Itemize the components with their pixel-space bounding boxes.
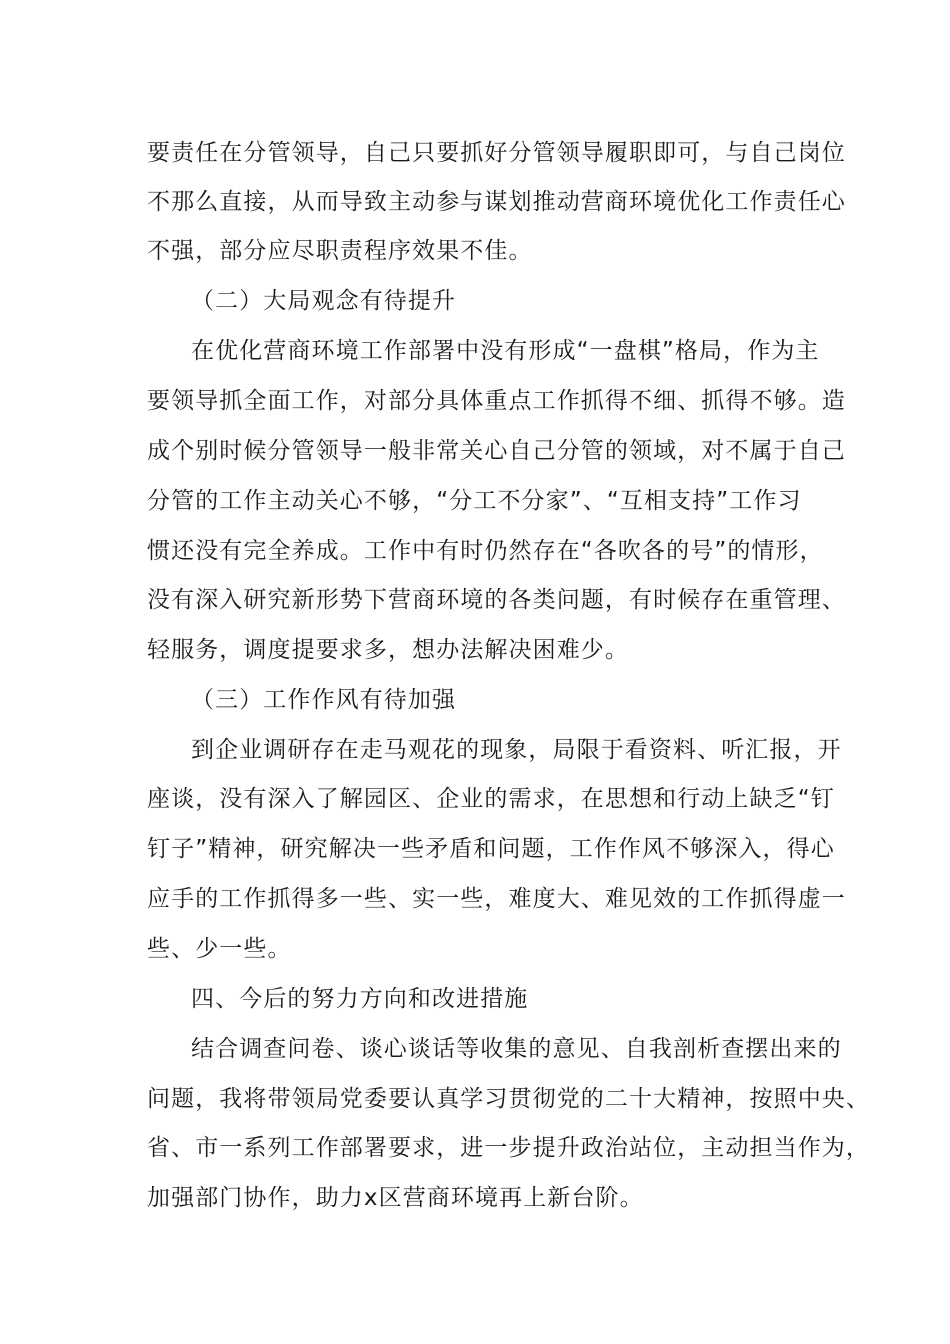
text-line: 座谈，没有深入了解园区、企业的需求，在思想和行动上缺乏“钉 xyxy=(147,786,835,812)
text-line: 不那么直接，从而导致主动参与谋划推动营商环境优化工作责任心 xyxy=(147,189,846,215)
text-line: 轻服务，调度提要求多，想办法解决困难少。 xyxy=(147,637,629,663)
text-line: 省、市一系列工作部署要求，进一步提升政治站位，主动担当作为， xyxy=(147,1135,870,1161)
section-heading: （二）大局观念有待提升 xyxy=(191,288,457,314)
section-heading: 四、今后的努力方向和改进措施 xyxy=(191,986,529,1012)
text-line: 问题，我将带领局党委要认真学习贯彻党的二十大精神，按照中央、 xyxy=(147,1086,870,1112)
text-line: 不强，部分应尽职责程序效果不佳。 xyxy=(147,238,533,264)
text-line: 没有深入研究新形势下营商环境的各类问题，有时候存在重管理、 xyxy=(147,587,846,613)
text-line: 分管的工作主动关心不够，“分工不分家”、“互相支持”工作习 xyxy=(147,488,802,514)
text-line: 些、少一些。 xyxy=(147,936,292,962)
section-heading: （三）工作作风有待加强 xyxy=(191,687,457,713)
text-line: 结合调查问卷、谈心谈话等收集的意见、自我剖析查摆出来的 xyxy=(191,1036,842,1062)
text-line: 到企业调研存在走马观花的现象，局限于看资料、听汇报，开 xyxy=(191,737,842,763)
text-line: 加强部门协作，助力x区营商环境再上新台阶。 xyxy=(147,1185,644,1211)
text-line: 要领导抓全面工作，对部分具体重点工作抓得不细、抓得不够。造 xyxy=(147,388,846,414)
text-line: 要责任在分管领导，自己只要抓好分管领导履职即可，与自己岗位 xyxy=(147,140,846,166)
text-line: 在优化营商环境工作部署中没有形成“一盘棋”格局，作为主 xyxy=(191,338,820,364)
text-line: 应手的工作抓得多一些、实一些，难度大、难见效的工作抓得虚一 xyxy=(147,886,846,912)
text-line: 钉子”精神，研究解决一些矛盾和问题，工作作风不够深入，得心 xyxy=(147,836,835,862)
text-line: 惯还没有完全养成。工作中有时仍然存在“各吹各的号”的情形， xyxy=(147,538,824,564)
text-line: 成个别时候分管领导一般非常关心自己分管的领域，对不属于自己 xyxy=(147,438,846,464)
